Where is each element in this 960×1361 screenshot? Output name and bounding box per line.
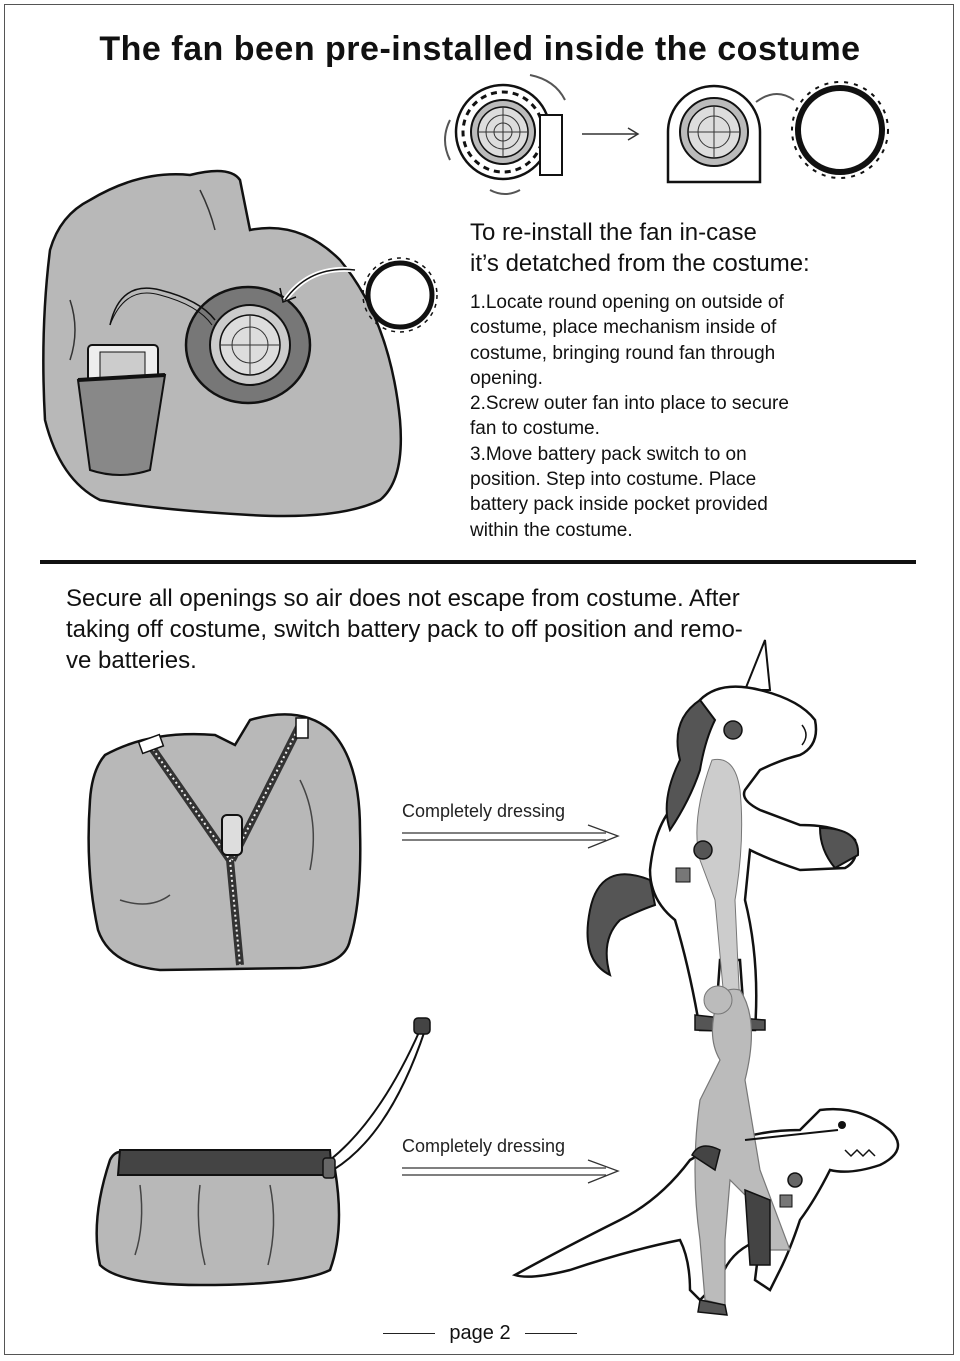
dressing-label: Completely dressing (402, 801, 566, 821)
step-line: 3.Move battery pack switch to on (470, 443, 747, 465)
reinstall-heading-line: it’s detatched from the costume: (470, 250, 810, 277)
dressing-label: Completely dressing (402, 1136, 566, 1156)
secure-note-line: taking off costume, switch battery pack to off position and remo- (66, 616, 743, 643)
secure-note-line: Secure all openings so air does not escape from costume. After (66, 585, 740, 612)
step-line: 1.Locate round opening on outside of (470, 292, 784, 313)
step-line: battery pack inside pocket provided (470, 494, 768, 516)
step-line: fan to costume. (470, 418, 600, 440)
step-line: 2.Screw outer fan into place to secure (470, 393, 789, 415)
step-line: costume, place mechanism inside of (470, 317, 777, 339)
page-number: page 2 (449, 1322, 511, 1344)
reinstall-heading-line: To re-install the fan in-case (470, 219, 757, 246)
footer-rule-right (525, 1333, 577, 1335)
step-line: opening. (470, 367, 543, 389)
page-footer (0, 1322, 960, 1345)
page-title: The fan been pre-installed inside the costume (99, 30, 861, 68)
step-line: position. Step into costume. Place (470, 469, 757, 491)
step-line: within the costume. (470, 519, 633, 541)
secure-note-line: ve batteries. (66, 647, 197, 674)
step-line: costume, bringing round fan through (470, 342, 776, 364)
footer-rule-left (383, 1333, 435, 1335)
